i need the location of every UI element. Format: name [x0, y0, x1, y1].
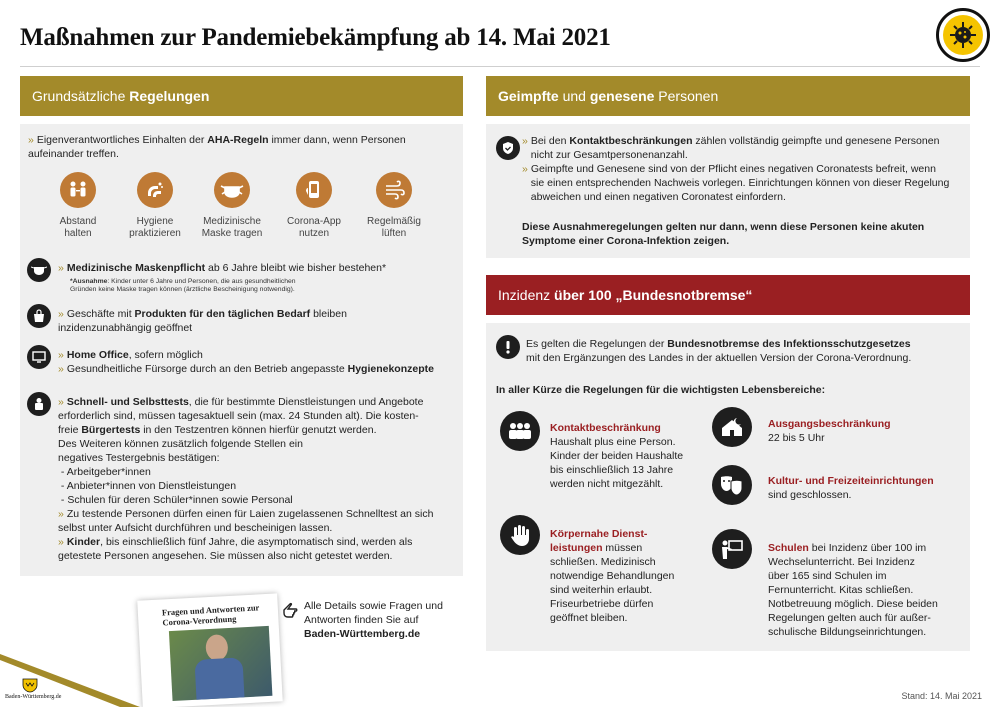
hand-stop-icon [500, 515, 540, 555]
aha-hygiene: Hygiene praktizieren [115, 172, 195, 240]
state-logo-text: Baden-Württemberg.de [5, 694, 62, 700]
aha-distance: Abstand halten [38, 172, 118, 240]
mask-rule-icon [27, 258, 51, 282]
teacher-icon [712, 529, 752, 569]
brochure-photo [169, 626, 273, 701]
hygiene-icon [137, 172, 173, 208]
right-section-header: Geimpfte und genesene Personen [486, 76, 970, 116]
brochure-image [137, 593, 282, 707]
shield-check-icon [496, 136, 520, 160]
culture-rule: Kultur- und Freizeiteinrichtungen sind geschlossen. [768, 475, 934, 501]
incidence-panel [486, 323, 970, 651]
exclamation-icon [496, 335, 520, 359]
brochure-title: Fragen und Antworten zur [161, 602, 260, 618]
house-moon-icon [712, 407, 752, 447]
mask-rule-text: » Medizinische Maskenpflicht ab 6 Jahre bleibt wie bisher bestehen* [58, 262, 387, 274]
pointing-hand-icon [280, 600, 302, 627]
virus-badge-icon [936, 8, 990, 62]
brake-summary: In aller Kürze die Regelungen für die wichtigsten Lebensbereiche: [496, 384, 826, 396]
left-panel [20, 124, 463, 576]
theater-masks-icon [712, 465, 752, 505]
aha-app: Corona-App nutzen [274, 172, 354, 240]
aha-mask: Medizinische Maske tragen [192, 172, 272, 240]
curfew-rule: Ausgangsbeschränkung 22 bis 5 Uhr [768, 418, 891, 444]
left-section-header [20, 76, 463, 116]
mask-icon [214, 172, 250, 208]
office-text: » Home Office, sofern möglich » Gesundheitliche Fürsorge durch an den Betrieb angepasste Hygienekonzepte [58, 349, 434, 375]
title-divider [20, 66, 980, 67]
vacc-note: Diese Ausnahmeregelungen gelten nur dann, wenn diese Personen keine akuten Symptome einer Corona-Infektion zeigen. [522, 221, 925, 247]
brake-text: Es gelten die Regelungen der Bundesnotbremse des Infektionsschutzgesetzes mit den Ergänzungen des Landes in der aktuellen Version der Corona-Verordnung. [526, 338, 912, 364]
contact-rule: Kontaktbeschränkung Haushalt plus eine Person. Kinder der beiden Haushalte bis einschließlich 13 Jahre werden nicht mitgezählt. [550, 422, 684, 490]
tests-text: » Schnell- und Selbsttests, die für bestimmte Dienstleistungen und Angebote erforderlich sind, müssen tagesaktuell sein (max. 24 Stunden alt). Die kosten- freie Bürgertests in den Testzentren können hierfür genutzt werden. Des Weiteren können zusätzlich folgende Stellen ein negatives Testergebnis bestätigen: - Arbeitgeber*innen - Anbieter*innen von Dienstleistungen - Schulen für deren Schüler*innen sowie Personal » Zu testende Personen dürfen einen für Laien zugelassenen Schnelltest an sich selbst unter Aufsicht durchführen und bescheinigen lassen. » Kinder, bis einschließlich fünf Jahre, die asymptomatisch sind, werden als getestete Personen angesehen. Sie müssen also nicht getestet werden. [58, 396, 434, 562]
test-icon [27, 392, 51, 416]
ventilation-icon [376, 172, 412, 208]
schools-rule: Schulen bei Inzidenz über 100 im Wechselunterricht. Bei Inzidenz über 165 sind Schulen im Fernunterricht. Kitas schließen. Notbetreuung möglich. Diese beiden Regelungen gelten auch für außer- schulische Bildungseinrichtungen. [768, 542, 938, 638]
header-normal-text: Grundsätzliche [32, 88, 126, 104]
details-text: Alle Details sowie Fragen und Antworten finden Sie auf Baden-Württemberg.de [304, 600, 443, 640]
distance-icon [60, 172, 96, 208]
body-services-rule: Körpernahe Dienst- leistungen müssen schließen. Medizinisch notwendige Behandlungen sind weiterhin erlaubt. Friseurbetriebe dürfen geöffnet bleiben. [550, 528, 675, 624]
mask-note: *Ausnahme: Kinder unter 6 Jahre und Personen, die aus gesundheitlichen Gründen keine Maske tragen können (ärztliche Bescheinigung notwendig). [70, 278, 296, 293]
group-icon [500, 411, 540, 451]
aha-text: » Eigenverantwortliches Einhalten der AHA-Regeln immer dann, wenn Personen aufeinander treffen. [28, 134, 406, 160]
details-link[interactable]: Baden-Württemberg.de [304, 628, 421, 640]
footer-date: Stand: 14. Mai 2021 [901, 691, 982, 701]
monitor-icon [27, 345, 51, 369]
page-title: Maßnahmen zur Pandemiebekämpfung ab 14. Mai 2021 [20, 24, 611, 51]
brochure-subtitle: Corona-Verordnung [162, 613, 237, 628]
incidence-header: Inzidenz über 100 „Bundesnotbremse“ [486, 275, 970, 315]
app-icon [296, 172, 332, 208]
shopping-bag-icon [27, 304, 51, 328]
aha-ventilation: Regelmäßig lüften [354, 172, 434, 240]
header-bold-text: Regelungen [129, 88, 210, 104]
vacc-text: » Bei den Kontaktbeschränkungen zählen vollständig geimpfte und genesene Personen nicht zur Gesamtpersonenanzahl. » Geimpfte und Genesene sind von der Pflicht eines negativen Coronatests befreit, wenn sie einen entsprechenden Nachweis vorlegen. Einrichtungen können von dieser Regelung abweichen und einen negativen Coronatest einfordern. [522, 135, 950, 203]
vacc-panel [486, 124, 970, 258]
shops-text: » Geschäfte mit Produkten für den täglichen Bedarf bleiben inzidenzunabhängig geöffnet [58, 308, 347, 334]
